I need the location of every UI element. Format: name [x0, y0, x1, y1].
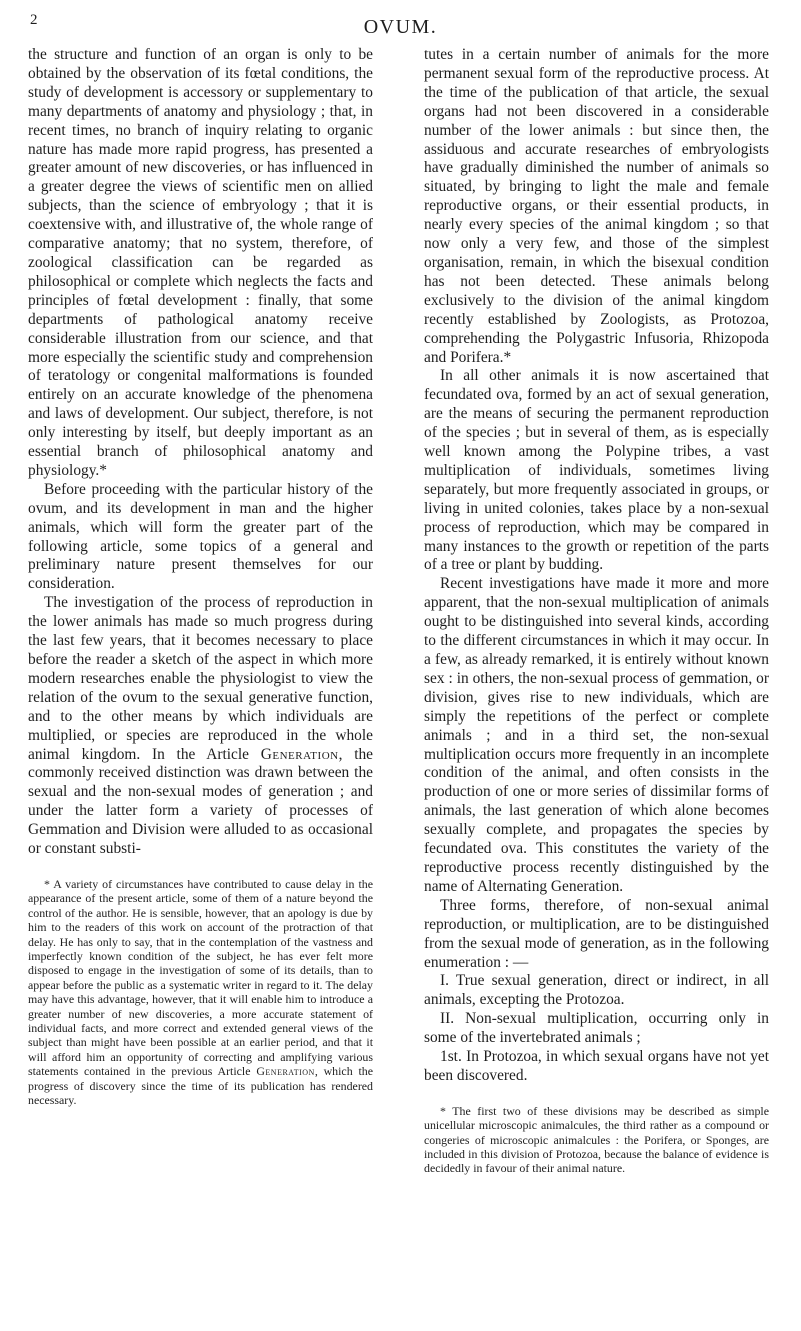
text-run: , the commonly received distinction was drawn between the sexual and the non-sexual modes of generation ; and under the latter form a variety of processes of Gemmation and Division were alluded to as occasional or constant substi-	[28, 745, 374, 858]
page-number: 2	[30, 12, 38, 28]
body-paragraph: the structure and function of an organ is only to be obtained by the observation of its fœtal conditions, the study of development is accessory or supplementary to many departments of anatomy and physiology ; that, in recent times, no branch of inquiry relating to organic nature has made more rapid progress, has presented a greater amount of new discoveries, or has influenced in a greater degree the views of scientific men on allied subjects, than the science of embryology ; that it is coextensive with, and illustrative of, the whole range of comparative anatomy; that no system, therefore, of zoological classification can be regarded as philosophical or complete which neglects the facts and principles of fœtal development : finally, that some departments of pathological anatomy receive considerable illustration from our science, and that more especially the scientific study and comprehension of teratology or congenital malformations is founded entirely on an accurate knowledge of the phenomena and laws of development. Our subject, therefore, is not only interesting by itself, but deeply important as an essential branch of philosophical anatomy and physiology.*	[28, 46, 373, 479]
list-item: II. Non-sexual multiplication, occurring only in some of the invertebrated animals ;	[424, 1010, 769, 1047]
body-paragraph	[28, 594, 373, 859]
body-paragraph: In all other animals it is now ascertained that fecundated ova, formed by an act of sexual generation, are the means of securing the permanent reproduction of the species ; but in several of them, as is especially well known among the Polypine tribes, a vast multiplication of individuals, sometimes living separately, but more frequently associated in groups, or living in united colonies, takes place by a non-sexual process of reproduction, which may be compared in many instances to the growth or repetition of the parts of a tree or plant by budding.	[424, 367, 769, 574]
body-paragraph: Recent investigations have made it more and more apparent, that the non-sexual multiplication of animals ought to be distinguished into several kinds, according to the different circumstances in which it may occur. In a few, as already remarked, it is entirely without known sex : in others, the non-sexual process of gemmation, or division, gives rise to new individuals, which are simply the repetitions of the perfect or complete animals ; and in a third set, the non-sexual multiplication occurs more frequently in an incomplete condition of the animal, and often consists in the production of one or more series of dissimilar forms of animals, the last generation of which alone becomes sexually complete, and propagates the species by fecundated ova. This constitutes the variety of the reproductive process recently distinguished by the name of Alternating Generation.	[424, 575, 769, 895]
body-paragraph: tutes in a certain number of animals for the more permanent sexual form of the reproductive process. At the time of the publication of that article, the sexual organs had not been discovered in a considerable number of the lower animals : but since then, the assiduous and accurate researches of embryologists have gradually diminished the number of animals so situated, by bringing to light the male and female reproductive organs, or their essential products, in nearly every species of the animal kingdom ; so that now only a very few, and those of the simplest organisation, remain, in which the bisexual condition has not been detected. These animals belong exclusively to the division of the animal kingdom recently established by Zoologists, as Protozoa, comprehending the Polygastric Infusoria, Rhizopoda and Porifera.*	[424, 46, 769, 366]
right-column	[424, 46, 769, 1176]
footnote: * The first two of these divisions may be described as simple unicellular microscopic animalcules, the third rather as a compound or congeries of microscopic animalcules : the Porifera, or Sponges, are included in this division of Protozoa, because the balance of evidence is decidedly in favour of their animal nature.	[424, 1103, 769, 1176]
body-paragraph: Three forms, therefore, of non-sexual animal reproduction, or multiplication, are to be distinguished from the sexual mode of generation, as in the following enumeration : —	[424, 896, 769, 971]
article-reference: Generation	[256, 1064, 315, 1079]
text-run: * A variety of circumstances have contributed to cause delay in the appearance of the present article, some of them of a nature beyond the control of the author. He is sensible, however, that an apology is due by him to the readers of this work on account of the protraction of that delay. He has only to say, that in the contemplation of the vastness and imperfectly known condition of the subject, he has ever felt more disposed to engage in the investigation of some of its details, than to appear before the public as a systematic writer in regard to it. The delay may have this advantage, however, that it will enable him to introduce a greater number of new discoveries, a more accurate statement of individual facts, and more correct and extended general views of the subject than might have been possible at an earlier period, and that it will afford him an opportunity of correcting and amplifying various statements contained in the previous Article	[28, 876, 373, 1079]
list-item: 1st. In Protozoa, in which sexual organs have not yet been discovered.	[424, 1048, 769, 1084]
left-column	[28, 46, 373, 1107]
body-paragraph: Before proceeding with the particular history of the ovum, and its development in man and the higher animals, which will form the greater part of the following article, some topics of a general and preliminary nature present themselves for our consideration.	[28, 480, 373, 593]
running-head: OVUM.	[363, 16, 438, 38]
text-run: The investigation of the process of reproduction in the lower animals has made so much progress during the last few years, that it becomes necessary to place before the reader a sketch of the aspect in which more modern researches enable the physiologist to view the relation of the ovum to the sexual generative function, and to the other means by which individuals are multiplied, or species are reproduced in the whole animal kingdom. In the Article	[28, 594, 373, 763]
article-reference: Generation	[260, 745, 339, 763]
list-item: I. True sexual generation, direct or indirect, in all animals, excepting the Protozoa.	[424, 972, 769, 1009]
footnote	[28, 877, 373, 1108]
text-run: , which the progress of discovery since the time of its publication has rendered necessary.	[28, 1064, 373, 1108]
